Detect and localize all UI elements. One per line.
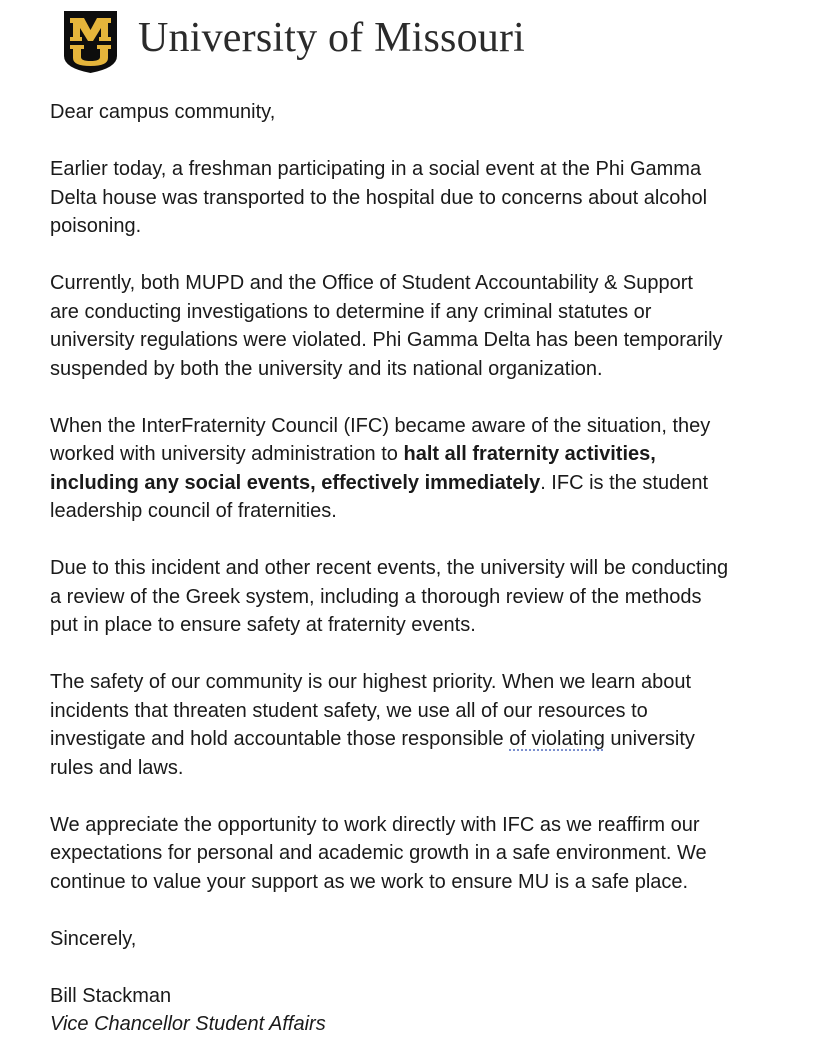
text-segment: worked with university administration to: [50, 443, 404, 465]
paragraph-appreciation: [50, 811, 810, 897]
text-line: The safety of our community is our highest priority. When we learn about: [50, 671, 692, 693]
bold-text: including any social events, effectively immediately: [50, 471, 541, 494]
paragraph-incident: [50, 155, 810, 241]
text-line: incidents that threaten student safety, we use all of our resources to: [50, 699, 648, 722]
text-line: continue to value your support as we work to ensure MU is a safe place.: [50, 870, 689, 893]
bold-text: halt all fraternity activities,: [403, 443, 656, 465]
text-segment: university: [604, 728, 695, 750]
text-segment: . IFC is the student: [540, 471, 709, 494]
closing: Sincerely,: [50, 927, 137, 950]
text-line: are conducting investigations to determine if any criminal statutes or: [50, 300, 652, 323]
signer-title: Vice Chancellor Student Affairs: [50, 1013, 326, 1035]
text-line: [50, 440, 810, 469]
text-line: [50, 725, 810, 754]
text-line: Due to this incident and other recent events, the university will be conducting: [50, 557, 729, 579]
mu-logo: [62, 10, 119, 74]
text-line: Delta house was transported to the hospital due to concerns about alcohol: [50, 186, 708, 209]
university-name: University of Missouri: [138, 15, 526, 61]
paragraph-safety: [50, 668, 810, 782]
text-line: Earlier today, a freshman participating in a social event at the Phi Gamma: [50, 158, 702, 180]
signer-name: Bill Stackman: [50, 984, 172, 1007]
text-line: poisoning.: [50, 215, 142, 237]
text-line: suspended by both the university and its national organization.: [50, 357, 603, 380]
text-segment: investigate and hold accountable those responsible: [50, 728, 510, 750]
paragraph-ifc: [50, 412, 810, 526]
paragraph-investigation: [50, 269, 810, 383]
text-line: university regulations were violated. Phi Gamma Delta has been temporarily: [50, 329, 723, 351]
letter-body: [50, 98, 810, 1039]
text-line: a review of the Greek system, including a thorough review of the methods: [50, 585, 702, 608]
grammar-suggestion[interactable]: of violating: [509, 728, 605, 750]
text-line: Currently, both MUPD and the Office of Student Accountability & Support: [50, 272, 693, 294]
text-line: We appreciate the opportunity to work directly with IFC as we reaffirm our: [50, 813, 700, 836]
salutation: Dear campus community,: [50, 101, 276, 123]
text-line: put in place to ensure safety at fraternity events.: [50, 614, 476, 636]
paragraph-review: [50, 554, 810, 640]
signature: [50, 982, 810, 1039]
text-line: expectations for personal and academic growth in a safe environment. We: [50, 842, 707, 864]
text-line: [50, 469, 810, 498]
text-line: When the InterFraternity Council (IFC) became aware of the situation, they: [50, 414, 711, 437]
text-line: rules and laws.: [50, 756, 184, 779]
text-line: leadership council of fraternities.: [50, 500, 337, 522]
